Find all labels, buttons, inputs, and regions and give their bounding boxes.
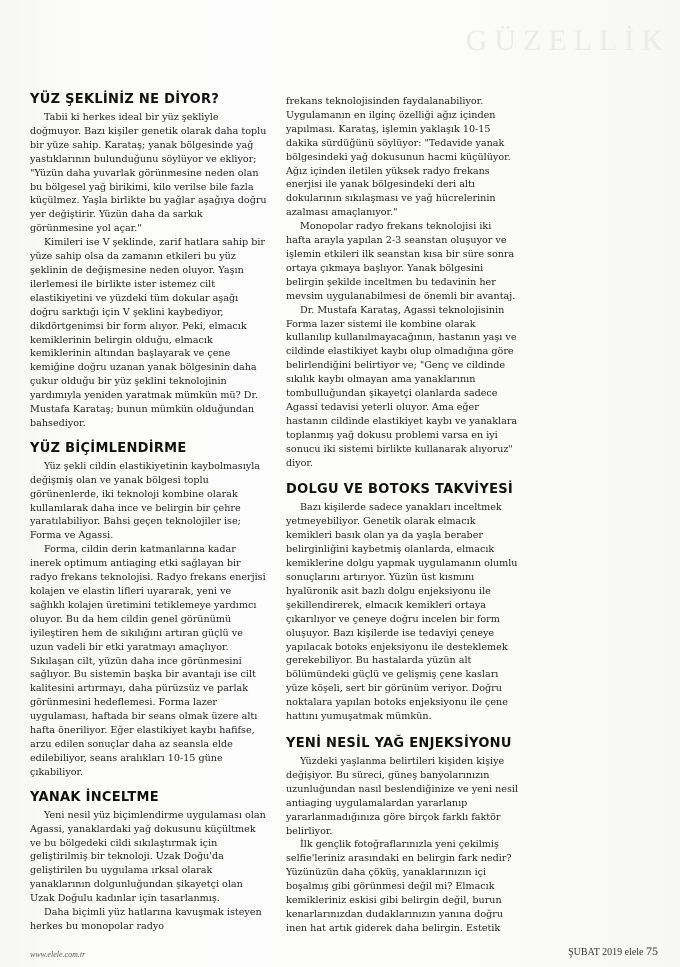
heading-yuz-sekliniz: YÜZ ŞEKLİNİZ NE DİYOR?	[30, 92, 220, 107]
paragraph: Tabii ki herkes ideal bir yüz şekliyle doğmuyor. Bazı kişiler genetik olarak daha toplu bir yüze sahip. Karataş; yanak bölgesinde yağ yastıklarının bulunduğunu söylüyor ve ekliyor; "Yüzün daha yuvarlak görünmesine neden olan bu bölgesel yağ birikimi, kilo verilse bile fazla küçülmez. Yaşla birlikte bu yağlar aşağıya doğru yer değiştirir. Yüzün daha da sarkık görünmesine yol açar."	[30, 112, 267, 235]
heading-dolgu-botoks: DOLGU VE BOTOKS TAKVİYESİ	[286, 482, 514, 498]
right-column	[286, 95, 518, 936]
section-label: GÜZELLİK	[465, 24, 670, 57]
paragraph: Monopolar radyo frekans teknolojisi iki hafta arayla yapılan 2-3 seanstan oluşuyor ve işlemin etkileri ilk seanstan kısa bir süre sonra ortaya çıkmaya başlıyor. Yanak bölgesini belirgin şekilde inceltmen bu tedavinin her mevsim uygulanabilmesi de önemli bir avantaj.	[286, 221, 516, 302]
paragraph: Yüz şekli cildin elastikiyetinin kaybolmasıyla değişmiş olan ve yanak bölgesi toplu görünenlerde, iki teknoloji kombine olarak kullanılarak daha ince ve belirgin bir çehre yaratılabiliyor. Bahsi geçen teknolojiler ise; Forma ve Agassi.	[30, 460, 260, 542]
paragraph: frekans teknolojisinden faydalanabiliyor. Uygulamanın en ilginç özelliği ağız içinden yapılması. Karataş, işlemin yaklaşık 10-15 dakika sürdüğünü söylüyor: "Tedavide yanak bölgesindeki yağ dokusunun hacmi küçülüyor. Ağız içinden iletilen yüksek radyo frekans enerjisi ile yanak bölgesindeki deri altı dokularının sıkılaşması ve yağ hücrelerinin azalması amaçlanıyor."	[286, 96, 511, 219]
paragraph: Bazı kişilerde sadece yanakları inceltmek yetmeyebiliyor. Genetik olarak elmacık kemikleri basık olan ya da yaşla beraber belirginliğini kaybetmiş olanlarda, elmacık kemiklerine dolgu yapmak uygulamanın olumlu sonuçlarını artırıyor. Yüzün üst kısmını hyalüronik asit bazlı dolgu enjeksiyonu ile şekillendirerek, elmacık kemikleri ortaya çıkarılıyor ve çeneye doğru incelen bir form oluşuyor. Bazı kişilerde ise tedaviyi çeneye yapılacak botoks enjeksiyonu ile desteklemek gerekebiliyor. Bu hastalarda yüzün alt bölümündeki güçlü ve gelişmiş çene kasları yüze köşeli, sert bir görünüm veriyor. Doğru noktalara yapılan botoks enjeksiyonu ile çene hattını yumuşatmak mümkün.	[286, 502, 518, 723]
paragraph: Yeni nesil yüz biçimlendirme uygulaması olan Agassi, yanaklardaki yağ dokusunu küçültmek ve bu bölgedeki cildi sıkılaştırmak için geliştirilmiş bir teknoloji. Uzak Doğu'da geliştirilen bu uygulama ırksal olarak yanaklarının dolgunluğundan şikayetçi olan Uzak Doğulu kadınlar için tasarlanmış.	[30, 809, 266, 905]
heading-yuz-bicimlendirme: YÜZ BİÇİMLENDİRME	[30, 440, 187, 456]
heading-yag-enjeksiyonu: YENİ NESİL YAĞ ENJEKSİYONU	[286, 735, 512, 751]
issue-label: ŞUBAT 2019 elele	[568, 947, 644, 958]
paragraph: Daha biçimli yüz hatlarına kavuşmak isteyen herkes bu monopolar radyo	[30, 907, 262, 932]
left-column	[30, 92, 268, 934]
paragraph: İlk gençlik fotoğraflarınızla yeni çekilmiş selfie'leriniz arasındaki en belirgin fark nedir? Yüzünüzün daha çöküş, yanaklarınızın içi boşalmış gibi görünmesi değil mi? Elmacık kemikleriniz eskisi gibi belirgin değil, burun kenarlarınızdan dudaklarınızın yanına doğru inen hat artık giderek daha belirgin. Estetik	[286, 839, 512, 934]
footer-folio	[568, 944, 658, 959]
paragraph: Forma, cildin derin katmanlarına kadar inerek optimum antiaging etki sağlayan bir radyo frekans teknolojisi. Radyo frekans enerjisi kolajen ve elastin lifleri uyararak, yeni ve sağlıklı kolajen üretimini tetiklemeye yardımcı oluyor. Bu da hem cildin genel görünümü iyileştiren hem de sıkılığını artıran güçlü ve uzun vadeli bir etki yaratmayı amaçlıyor. Sıkılaşan cilt, yüzün daha ince görünmesini sağlıyor. Bu sistemin başka bir avantajı ise cilt kalitesini artırmayı, daha pürüzsüz ve parlak görünmesini hedeflemesi. Forma lazer uygulaması, haftada bir seans olmak üzere altı hafta öneriliyor. Eğer elastikiyet kaybı hafifse, arzu edilen sonuçlar daha az seansla elde edilebiliyor, seans aralıkları 10-15 güne çıkabiliyor.	[30, 544, 266, 778]
page-number: 75	[646, 944, 658, 958]
paragraph: Yüzdeki yaşlanma belirtileri kişiden kişiye değişiyor. Bu süreci, güneş banyolarınızın uzunluğundan nasıl beslendiğinize ve yeni nesil antiaging uygulamalardan yararlanıp yararlanmadığınıza göre birçok farklı faktör belirliyor.	[286, 755, 519, 837]
paragraph: Kimileri ise V şeklinde, zarif hatlara sahip bir yüze sahip olsa da zamanın etkileri bu yüz şeklinin de değişmesine neden oluyor. Yaşın ilerlemesi ile birlikte ister istemez cilt elastikiyetini ve yüzdeki tüm dokular aşağı doğru sarktığı için V şeklini kaybediyor, dikdörtgenimsi bir form alıyor. Peki, elmacık kemiklerinin belirgin olduğu, elmacık kemiklerinin altından başlayarak ve çene kemiğine doğru uzanan yanak bölgesinin daha çukur olduğu bir yüz şeklini teknolojinin yardımıyla yeniden yaratmak mümkün mü? Dr. Mustafa Karataş; bunun mümkün olduğundan bahsediyor.	[30, 237, 265, 429]
paragraph: Dr. Mustafa Karataş, Agassi teknolojisinin Forma lazer sistemi ile kombine olarak kullanılıp kullanılmayacağının, hastanın yaşı ve cildinde elastikiyet kaybı olup olmadığına göre belirlendiğini belirtiyor ve; "Genç ve cildinde sıkılık kaybı olmayan ama yanaklarının tombulluğundan şikayetçi olanlarda sadece Agassi tedavisi yeterli oluyor. Ama eğer hastanın cildinde elastikiyet kaybı ve yanaklara toplanmış yağ dokusu problemi varsa en iyi sonucu iki sistemi birlikte kullanarak alıyoruz" diyor.	[286, 304, 518, 469]
top-edge-bleed	[280, 0, 420, 18]
heading-yanak-inceltme: YANAK İNCELTME	[30, 789, 159, 805]
footer-url: www.elele.com.tr	[30, 950, 86, 959]
